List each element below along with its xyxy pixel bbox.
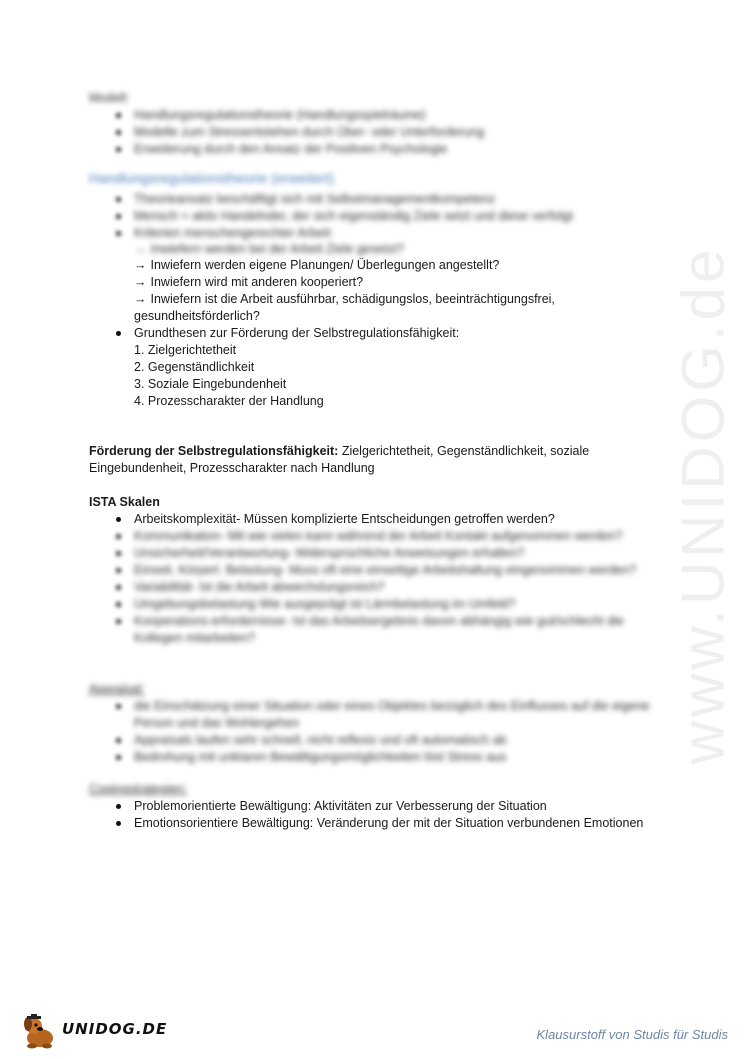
modell-item: Erweiterung durch den Ansatz der Positiven Psychologie bbox=[134, 142, 448, 156]
ista-item: Kooperations-erfordernisse- Ist das Arbeitsergebnis davon abhängig wie gut/schlecht die bbox=[134, 614, 624, 628]
bullet bbox=[116, 534, 121, 539]
grundthesen-item: 4. Prozesscharakter der Handlung bbox=[134, 394, 324, 408]
bullet bbox=[116, 130, 121, 135]
bullet bbox=[116, 214, 121, 219]
bullet bbox=[116, 821, 121, 826]
appraisal-item: Appraisals laufen sehr schnell, nicht reflexiv und oft automatisch ab bbox=[134, 733, 507, 747]
bullet bbox=[116, 755, 121, 760]
appraisal-item: Bedrohung mit unklaren Bewältigungsmöglichkeiten löst Stress aus bbox=[134, 750, 507, 764]
arrow-line: → Inwiefern werden eigene Planungen/ Überlegungen angestellt? bbox=[134, 258, 500, 272]
foerderung-line2: Eingebundenheit, Prozesscharakter nach Handlung bbox=[89, 461, 375, 475]
watermark-text: www.UNIDOG.de bbox=[669, 245, 737, 765]
bullet bbox=[116, 602, 121, 607]
bullet bbox=[116, 704, 121, 709]
logo-text: UNIDOG.DE bbox=[62, 1020, 168, 1038]
bullet bbox=[116, 551, 121, 556]
modell-heading: Modell: bbox=[89, 91, 130, 105]
ista-heading: ISTA Skalen bbox=[89, 495, 160, 509]
grundthesen-label: Grundthesen zur Förderung der Selbstregulationsfähigkeit: bbox=[134, 326, 460, 340]
bullet bbox=[116, 585, 121, 590]
watermark bbox=[648, 245, 750, 765]
coping-item: Emotionsorientiere Bewältigung: Veränderung der mit der Situation verbundenen Emotionen bbox=[134, 816, 644, 830]
hrt-item: Mensch = aktiv Handelnder, der sich eigenständig Ziele setzt und diese verfolgt bbox=[134, 209, 573, 223]
bullet bbox=[116, 517, 121, 522]
footer-tagline: Klausurstoff von Studis für Studis bbox=[536, 1027, 728, 1042]
bullet bbox=[116, 197, 121, 202]
arrow-line: → Inwiefern wird mit anderen kooperiert? bbox=[134, 275, 364, 289]
ista-item: Unsicherheit/Verantwortung- Widersprüchliche Anweisungen erhalten? bbox=[134, 546, 525, 560]
arrow-icon: → bbox=[134, 242, 147, 256]
arrow-icon: → bbox=[134, 292, 147, 306]
grundthesen-item: 2. Gegenständlichkeit bbox=[134, 360, 255, 374]
ista-item: Einseit. Körperl. Belastung- Muss oft eine einseitige Arbeitshaltung eingenommen werden? bbox=[134, 563, 637, 577]
grundthesen-item: 1. Zielgerichtetheit bbox=[134, 343, 237, 357]
hrt-item: Theorieansatz beschäftigt sich mit Selbstmanagementkompetenz bbox=[134, 192, 496, 206]
ista-item: Arbeitskomplexität- Müssen komplizierte Entscheidungen getroffen werden? bbox=[134, 512, 555, 526]
modell-item: Handlungsregulationstheorie (Handlungsspielräume) bbox=[134, 108, 426, 122]
bullet bbox=[116, 147, 121, 152]
coping-item: Problemorientierte Bewältigung: Aktivitäten zur Verbesserung der Situation bbox=[134, 799, 547, 813]
unidog-logo bbox=[20, 1014, 180, 1050]
ista-item-cont: Kollegen mitarbeiten? bbox=[134, 631, 255, 645]
arrow-icon: → bbox=[134, 258, 147, 272]
dog-mascot-icon bbox=[20, 1014, 64, 1050]
ista-item: Kommunikation- Mit wie vielen kann während der Arbeit Kontakt aufgenommen werden? bbox=[134, 529, 623, 543]
grundthesen-item: 3. Soziale Eingebundenheit bbox=[134, 377, 287, 391]
arrow-line-blurred: → Inwiefern werden bei der Arbeit Ziele gesetzt? bbox=[134, 242, 405, 256]
arrow-line: → Inwiefern ist die Arbeit ausführbar, schädigungslos, beeinträchtigungsfrei, bbox=[134, 292, 555, 306]
hrt-item: Kriterien menschengerechter Arbeit: bbox=[134, 226, 334, 240]
arrow-icon: → bbox=[134, 275, 147, 289]
arrow-line-cont: gesundheitsförderlich? bbox=[134, 309, 260, 323]
bullet bbox=[116, 231, 121, 236]
bullet bbox=[116, 331, 121, 336]
bullet bbox=[116, 804, 121, 809]
bullet bbox=[116, 568, 121, 573]
bullet bbox=[116, 738, 121, 743]
ista-item: Umgebungsbelastung Wie ausgeprägt ist Lärmbelastung im Umfeld? bbox=[134, 597, 516, 611]
foerderung-line1: Förderung der Selbstregulationsfähigkeit: Zielgerichtetheit, Gegenständlichkeit, soziale bbox=[89, 444, 590, 458]
bullet bbox=[116, 619, 121, 624]
appraisal-item: die Einschätzung einer Situation oder eines Objektes bezüglich des Einflusses auf die eigene bbox=[134, 699, 650, 713]
bullet bbox=[116, 113, 121, 118]
appraisal-item-cont: Person und das Wohlergehen bbox=[134, 716, 300, 730]
modell-item: Modelle zum Stressentstehen durch Über- oder Unterforderung bbox=[134, 125, 485, 139]
hrt-heading: Handlungsregulationstheorie (erweitert) bbox=[89, 170, 335, 186]
coping-heading: Copingstrategien: bbox=[89, 782, 187, 796]
appraisal-heading: Appraisal: bbox=[89, 682, 145, 696]
foerderung-bold: Förderung der Selbstregulationsfähigkeit: bbox=[89, 444, 339, 458]
ista-item: Variabilität- Ist die Arbeit abwechslungsreich? bbox=[134, 580, 385, 594]
